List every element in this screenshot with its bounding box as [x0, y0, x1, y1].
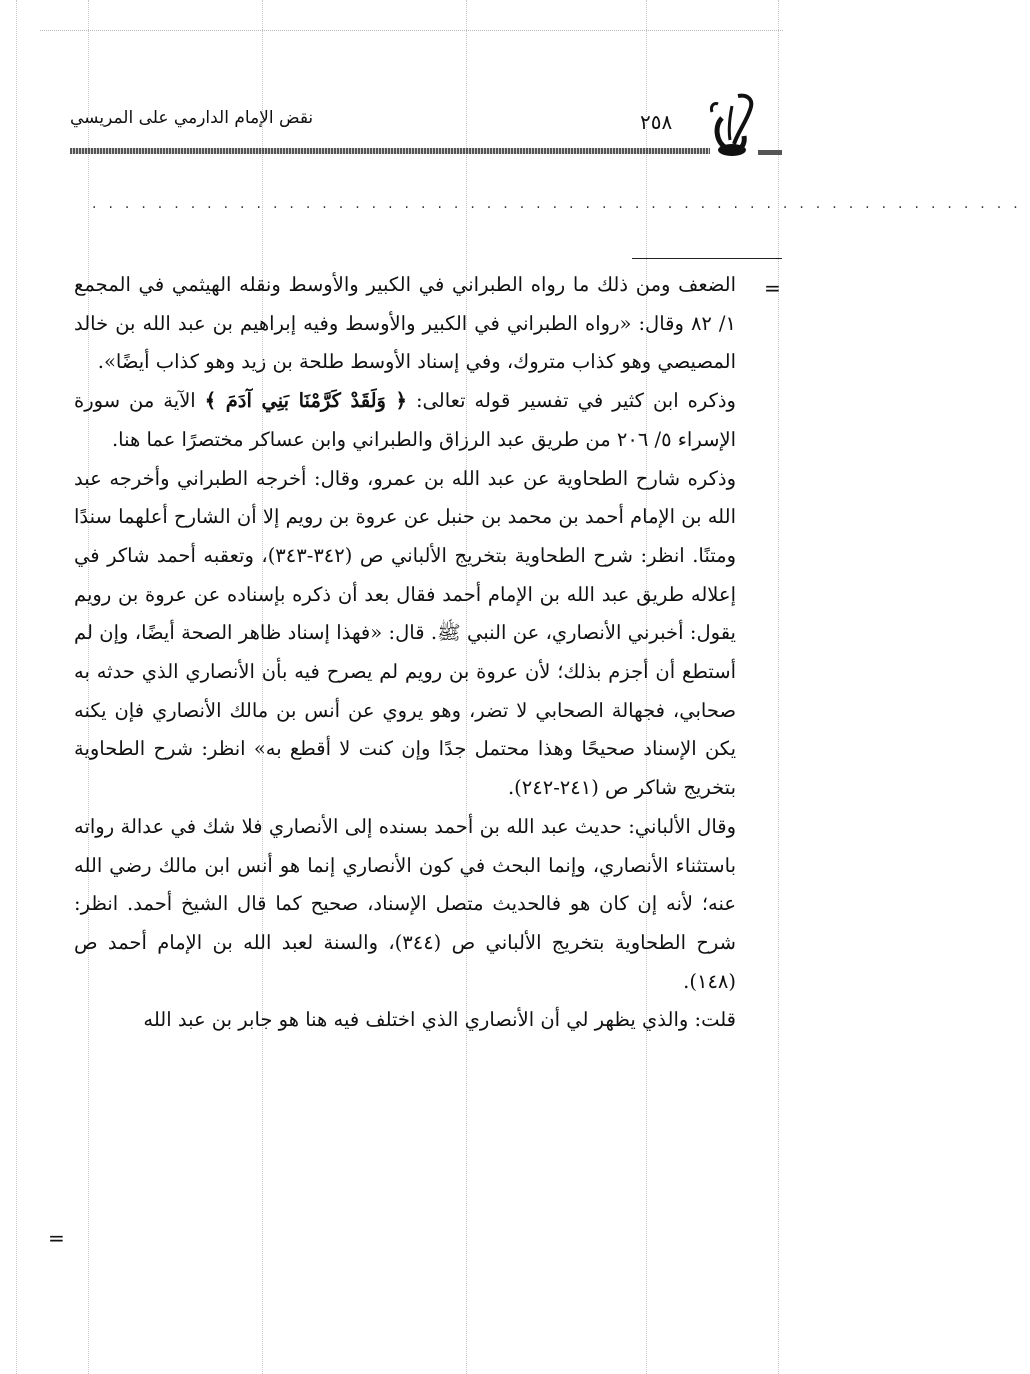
- paragraph: وقال الألباني: حديث عبد الله بن أحمد بسنده إلى الأنصاري فلا شك في عدالة رواته باستثناء الأنصاري، وإنما البحث في كون الأنصاري إنما هو أنس ابن مالك رضي الله عنه؛ لأنه إن كان هو فالحديث متصل الإسناد، صحيح كما قال الشيخ أحمد. انظر: شرح الطحاوية بتخريج الألباني ص (٣٤٤)، والسنة لعبد الله بن الإمام أحمد ص (١٤٨).: [74, 814, 736, 993]
- continuation-mark: =: [764, 276, 781, 300]
- paragraph-text: الآية من سورة الإسراء ٥/ ٢٠٦ من طريق عبد الرزاق والطبراني وابن عساكر مختصرًا عما هنا.: [74, 389, 736, 451]
- quill-ornament-icon: [708, 92, 758, 158]
- quran-verse: ﴿ وَلَقَدْ كَرَّمْنَا بَنِي آدَمَ ﴾: [204, 389, 407, 413]
- scan-dotted-line: [40, 30, 783, 31]
- header-rule: [70, 148, 710, 154]
- page-header: [70, 90, 782, 160]
- scan-dotted-line: [16, 0, 17, 1374]
- paragraph-text: وذكره ابن كثير في تفسير قوله تعالى:: [406, 389, 736, 413]
- paragraph: قلت: والذي يظهر لي أن الأنصاري الذي اختلف فيه هنا هو جابر بن عبد الله: [143, 1008, 736, 1032]
- paragraph: [74, 382, 736, 459]
- footnote-text: [74, 266, 736, 1040]
- paragraph: وذكره شارح الطحاوية عن عبد الله بن عمرو، وقال: أخرجه الطبراني وأخرجه عبد الله بن الإمام أحمد بن محمد بن حنبل عن عروة بن رويم إلا أن الشارح أعلهما سندًا ومتنًا. انظر: شرح الطحاوية بتخريج الألباني ص (٣٤٢-٣٤٣)، وتعقبه أحمد شاكر في إعلاله طريق عبد الله بن الإمام أحمد فقال بعد أن ذكره بإسناده عن عروة بن رويم يقول: أخبرني الأنصاري، عن النبي ﷺ. قال: «فهذا إسناد ظاهر الصحة أيضًا، وإن لم أستطع أن أجزم بذلك؛ لأن عروة بن رويم لم يصرح فيه بأن الأنصاري الذي حدثه به صحابي، فجهالة الصحابي لا تضر، وهو يروي عن أنس بن مالك الأنصاري فإن يكنه يكن الإسناد صحيحًا وهذا محتمل جدًا وإن كنت لا أقطع به» انظر: شرح الطحاوية بتخريج شاكر ص (٢٤١-٢٤٢).: [74, 466, 736, 800]
- dotted-separator: .........................................................: [92, 196, 1030, 212]
- header-rule-end: [758, 150, 782, 155]
- continuation-mark: =: [48, 1226, 65, 1250]
- header-title: نقض الإمام الدارمي على المريسي: [70, 108, 314, 128]
- paragraph: الضعف ومن ذلك ما رواه الطبراني في الكبير والأوسط ونقله الهيثمي في المجمع ١/ ٨٢ وقال: «رواه الطبراني في الكبير والأوسط وفيه إبراهيم بن عبد الله بن خالد المصيصي وهو كذاب متروك، وفي إسناد الأوسط طلحة بن زيد وهو كذاب أيضًا».: [74, 273, 736, 374]
- page-number: ٢٥٨: [640, 110, 673, 134]
- footnote-rule: [632, 258, 782, 259]
